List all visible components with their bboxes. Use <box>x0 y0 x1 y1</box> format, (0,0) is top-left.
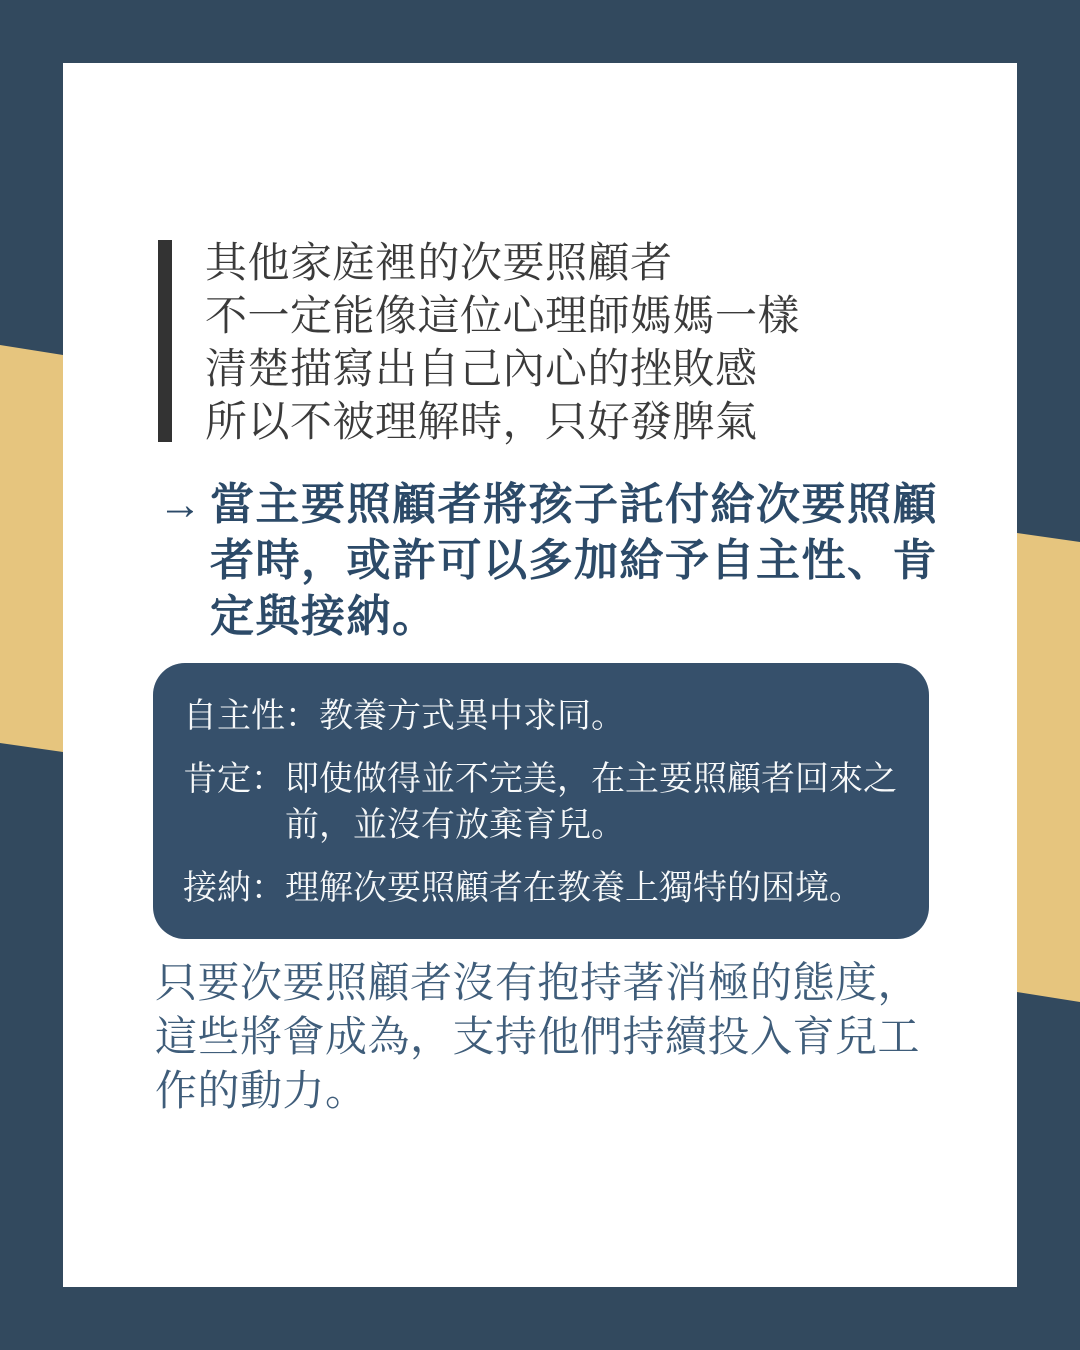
quote-vertical-bar <box>158 240 172 442</box>
definition-item-autonomy <box>183 693 905 739</box>
quote-line-2: 不一定能像這位心理師媽媽一樣 <box>205 292 801 339</box>
definition-description: 理解次要照顧者在教養上獨特的困境。 <box>285 869 863 907</box>
arrow-right-icon: → <box>158 480 202 529</box>
definition-term: 接納： <box>183 869 285 907</box>
takeaway-block <box>158 477 958 645</box>
definition-item-acceptance <box>183 865 905 911</box>
definition-description: 教養方式異中求同。 <box>319 697 625 735</box>
takeaway-text: 當主要照顧者將孩子託付給次要照顧者時，或許可以多加給予自主性、肯定與接納。 <box>210 480 938 641</box>
definition-description: 即使做得並不完美，在主要照顧者回來之前，並沒有放棄育兒。 <box>285 760 897 844</box>
quote-line-1: 其他家庭裡的次要照顧者 <box>205 239 673 286</box>
definitions-box <box>153 663 929 939</box>
quote-line-4: 所以不被理解時，只好發脾氣 <box>205 398 758 445</box>
definition-item-affirmation <box>183 756 905 848</box>
conclusion-text: 只要次要照顧者沒有抱持著消極的態度，這些將會成為，支持他們持續投入育兒工作的動力。 <box>155 959 921 1114</box>
definition-term: 肯定： <box>183 760 285 798</box>
content-card <box>63 63 1017 1287</box>
quote-block <box>158 236 800 448</box>
quote-line-3: 清楚描寫出自己內心的挫敗感 <box>205 345 758 392</box>
definition-term: 自主性： <box>183 697 319 735</box>
quote-text <box>205 236 800 448</box>
